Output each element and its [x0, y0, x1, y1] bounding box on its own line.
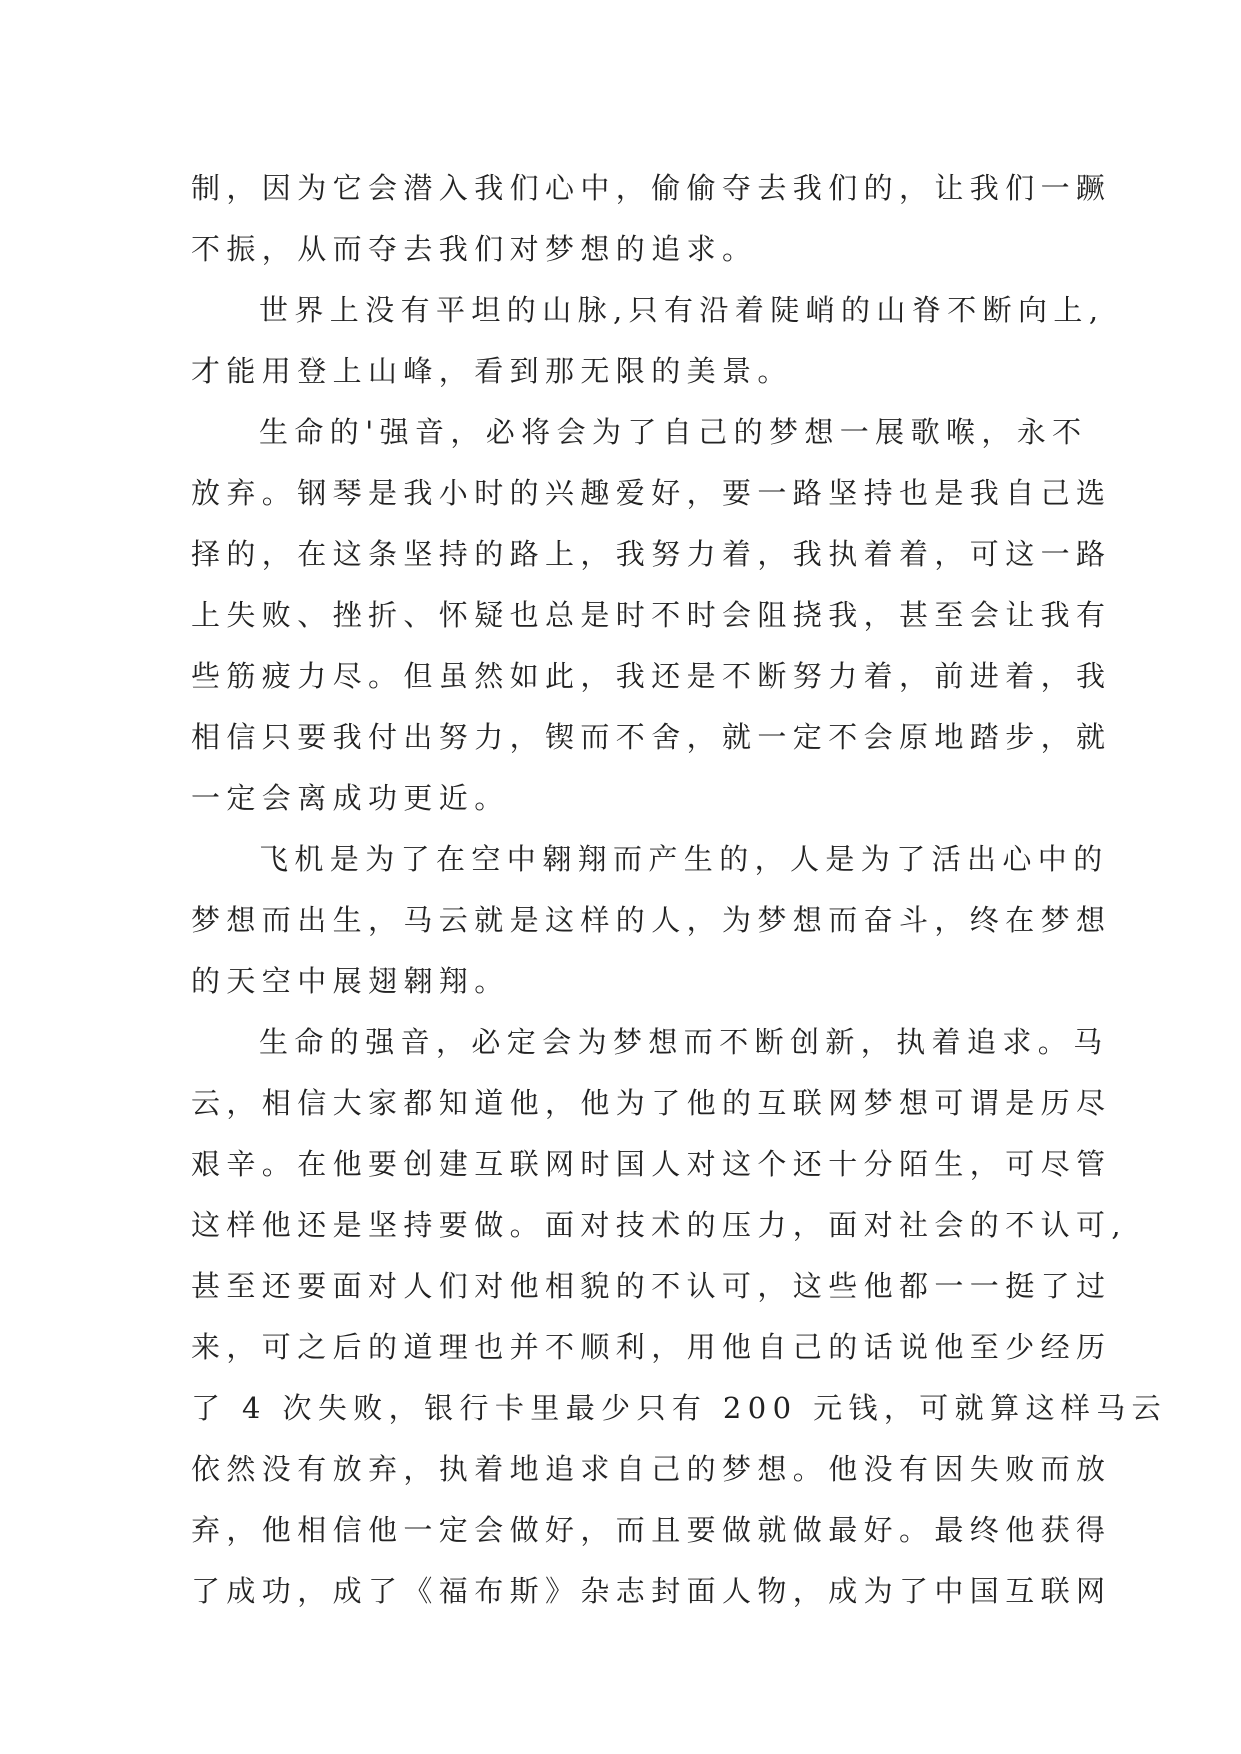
text-line: 的天空中展翅翱翔。 — [191, 964, 510, 998]
text-line: 相信只要我付出努力，锲而不舍，就一定不会原地踏步，就 — [191, 720, 1112, 754]
text-line: 依然没有放弃，执着地追求自己的梦想。他没有因失败而放 — [191, 1452, 1112, 1486]
text-line: 择的，在这条坚持的路上，我努力着，我执着着，可这一路 — [191, 537, 1112, 571]
paragraph-start-line: 生命的强音，必定会为梦想而不断创新，执着追求。马 — [259, 1025, 1109, 1059]
text-line: 上失败、挫折、怀疑也总是时不时会阻挠我，甚至会让我有 — [191, 598, 1112, 632]
text-line: 艰辛。在他要创建互联网时国人对这个还十分陌生，可尽管 — [191, 1147, 1112, 1181]
paragraph-start-line: 生命的'强音，必将会为了自己的梦想一展歌喉，永不 — [259, 415, 1088, 449]
text-line: 了 4 次失败，银行卡里最少只有 200 元钱，可就算这样马云 — [191, 1391, 1168, 1425]
text-line: 一定会离成功更近。 — [191, 781, 510, 815]
text-line: 才能用登上山峰，看到那无限的美景。 — [191, 354, 793, 388]
paragraph-start-line: 世界上没有平坦的山脉,只有沿着陡峭的山脊不断向上, — [259, 293, 1105, 327]
text-line: 弃，他相信他一定会做好，而且要做就做最好。最终他获得 — [191, 1513, 1112, 1547]
text-line: 梦想而出生，马云就是这样的人，为梦想而奋斗，终在梦想 — [191, 903, 1112, 937]
text-line: 些筋疲力尽。但虽然如此，我还是不断努力着，前进着，我 — [191, 659, 1112, 693]
paragraph-start-line: 飞机是为了在空中翱翔而产生的，人是为了活出心中的 — [259, 842, 1109, 876]
text-line: 了成功，成了《福布斯》杂志封面人物，成为了中国互联网 — [191, 1574, 1112, 1608]
text-line: 放弃。钢琴是我小时的兴趣爱好，要一路坚持也是我自己选 — [191, 476, 1112, 510]
text-line: 甚至还要面对人们对他相貌的不认可，这些他都一一挺了过 — [191, 1269, 1112, 1303]
text-line: 云，相信大家都知道他，他为了他的互联网梦想可谓是历尽 — [191, 1086, 1112, 1120]
text-line: 制，因为它会潜入我们心中，偷偷夺去我们的，让我们一蹶 — [191, 171, 1112, 205]
text-line: 不振，从而夺去我们对梦想的追求。 — [191, 232, 758, 266]
body-text — [191, 158, 1168, 1622]
text-line: 这样他还是坚持要做。面对技术的压力，面对社会的不认可, — [191, 1208, 1128, 1242]
text-line: 来，可之后的道理也并不顺利，用他自己的话说他至少经历 — [191, 1330, 1112, 1364]
